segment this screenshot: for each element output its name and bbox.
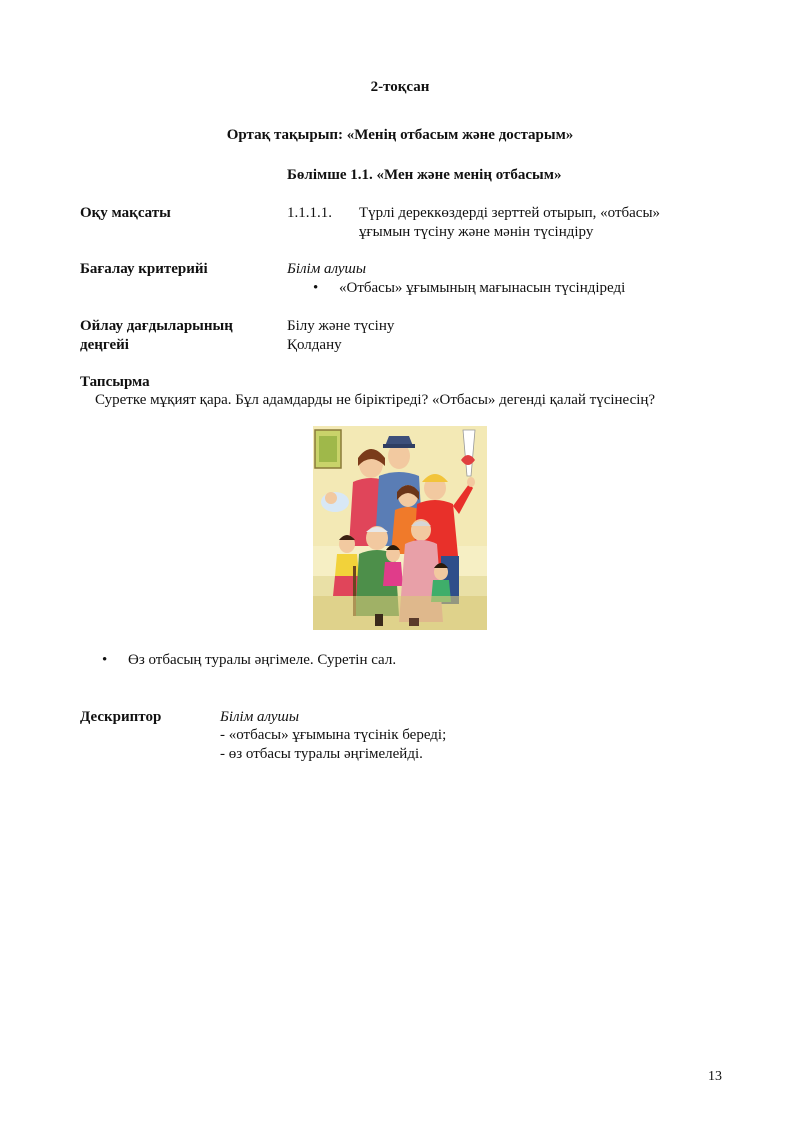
family-illustration xyxy=(313,426,487,630)
criteria-subject: Білім алушы xyxy=(287,261,367,277)
descriptor-subject: Білім алушы xyxy=(220,709,300,725)
task-label: Тапсырма xyxy=(80,374,150,390)
descriptor-line1: - «отбасы» ұғымына түсінік береді; xyxy=(220,727,447,743)
goal-text-line2: ұғымын түсіну және мәнін түсіндіру xyxy=(359,224,594,240)
thinking-level1: Білу және түсіну xyxy=(287,318,395,334)
thinking-label-line1: Ойлау дағдыларының xyxy=(80,318,233,334)
task-bullet: • Өз отбасың туралы әңгімеле. Суретін сал. xyxy=(128,651,396,670)
descriptor-line2: - өз отбасы туралы әңгімелейді. xyxy=(220,746,423,762)
thinking-label-line2: деңгейі xyxy=(80,337,129,353)
quarter-title: 2-тоқсан xyxy=(370,79,430,95)
goal-label: Оқу мақсаты xyxy=(80,205,171,221)
criteria-label: Бағалау критерийі xyxy=(80,261,208,277)
task-text: Суретке мұқият қара. Бұл адамдарды не біріктіреді? «Отбасы» дегенді қалай түсінесің? xyxy=(95,392,656,408)
section-title: Бөлімше 1.1. «Мен және менің отбасым» xyxy=(287,167,562,183)
goal-code: 1.1.1.1. xyxy=(287,205,332,221)
page-number: 13 xyxy=(708,1069,722,1084)
descriptor-label: Дескриптор xyxy=(80,709,162,725)
criteria-item: • «Отбасы» ұғымының мағынасын түсіндіреді xyxy=(339,279,625,298)
thinking-level2: Қолдану xyxy=(287,337,342,353)
common-topic: Ортақ тақырып: «Менің отбасым және достарым» xyxy=(226,127,574,143)
goal-text-line1: Түрлі дереккөздерді зерттей отырып, «отбасы» xyxy=(359,205,661,221)
